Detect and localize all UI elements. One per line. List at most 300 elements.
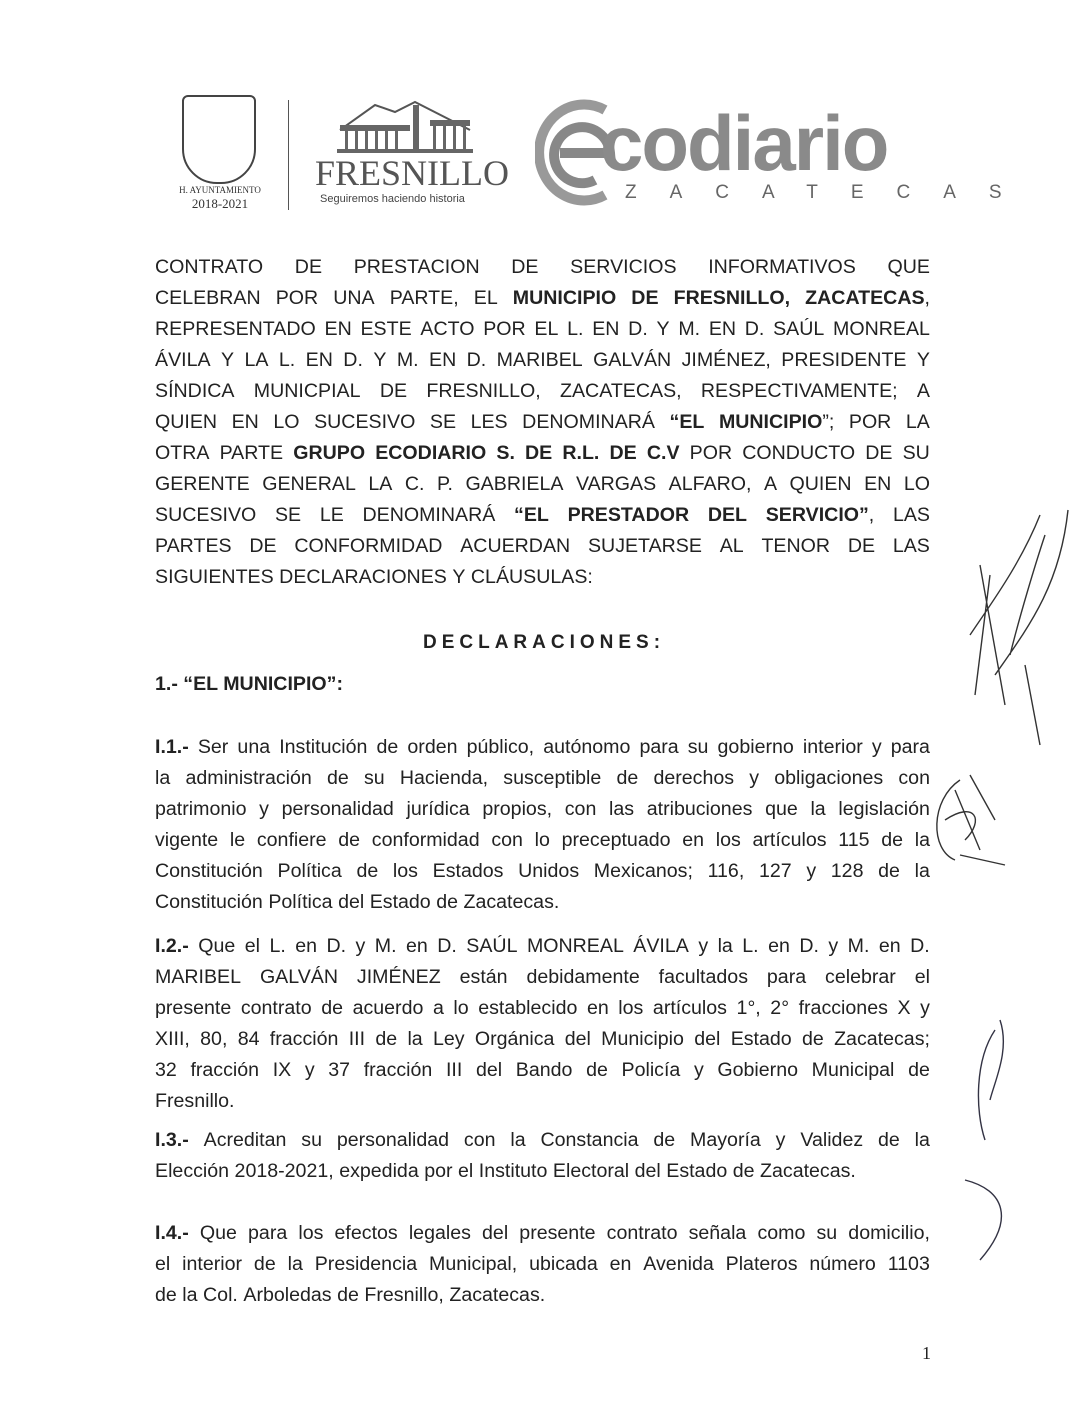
word-group [155, 376, 234, 407]
text-word: en [295, 935, 318, 957]
text-word: confiere [256, 829, 327, 851]
text-word: conformidad [371, 829, 480, 851]
text-word: lo [453, 997, 469, 1019]
word-group [360, 314, 411, 345]
text-word: ZACATECAS, [560, 380, 682, 402]
word-group [155, 825, 218, 856]
word-group [155, 993, 231, 1024]
word-group [731, 1024, 792, 1055]
word-group [607, 1218, 678, 1249]
text-word: en [586, 997, 609, 1019]
word-group [325, 314, 352, 345]
word-group [511, 252, 538, 283]
word-group [560, 376, 682, 407]
text-word: Municipal, [429, 1253, 518, 1275]
word-group [633, 931, 689, 962]
word-group [268, 887, 332, 918]
word-group [182, 1249, 242, 1280]
text-word: de [326, 767, 349, 789]
word-group [429, 1249, 517, 1280]
text-line [155, 407, 930, 438]
text-word: el [458, 1160, 474, 1182]
word-group [458, 1156, 473, 1187]
text-word: 37 [328, 1059, 351, 1081]
word-group [482, 794, 552, 825]
text-word: Estado [730, 1028, 792, 1050]
text-word: DE [865, 442, 893, 464]
word-group [513, 283, 616, 314]
word-group [155, 562, 274, 593]
text-word: facultados [658, 966, 748, 988]
text-word: QUE [887, 256, 930, 278]
word-group [694, 1024, 720, 1055]
text-word: fracción [190, 1059, 260, 1081]
municipal-seal-icon [182, 95, 256, 184]
word-group [799, 931, 819, 962]
text-word: CLÁUSULAS: [470, 566, 593, 588]
word-group [254, 1249, 276, 1280]
text-word: la [407, 1028, 423, 1050]
word-group [155, 314, 316, 345]
text-word: DENOMINARÁ [522, 411, 655, 433]
word-group [339, 1156, 419, 1187]
text-word: Validez [800, 1129, 864, 1151]
bold-text: I.2.- [155, 935, 189, 957]
text-word: señala [688, 1222, 747, 1244]
text-word: Zacatecas. [760, 1160, 856, 1182]
text-word: CELEBRAN [155, 287, 261, 309]
word-group [315, 1249, 417, 1280]
word-group [390, 283, 459, 314]
text-word: DECLARACIONES [279, 566, 447, 588]
fresnillo-skyline-icon [335, 100, 475, 155]
bold-text: “EL [669, 411, 705, 433]
word-group [516, 1055, 573, 1086]
text-word: M. [374, 935, 397, 957]
text-word: personalidad [336, 1129, 450, 1151]
word-group [343, 345, 363, 376]
word-group [433, 993, 444, 1024]
text-line [155, 1218, 930, 1249]
text-word: establecido [478, 997, 578, 1019]
text-word: POR [848, 411, 892, 433]
word-group [694, 1055, 704, 1086]
word-group [466, 931, 517, 962]
text-word: Plateros [725, 1253, 798, 1275]
word-group [430, 407, 456, 438]
text-word: EN [324, 318, 352, 340]
initials-mark-2-icon [955, 990, 1035, 1270]
word-group [622, 1055, 681, 1086]
text-word: del [338, 891, 365, 913]
text-word: y [828, 935, 839, 957]
text-word: Y [916, 349, 930, 371]
text-word: de [881, 829, 904, 851]
text-word: SAÚL [466, 935, 518, 957]
text-word: 1103 [887, 1253, 930, 1275]
text-word: INFORMATIVOS [708, 256, 856, 278]
word-group [491, 825, 523, 856]
bold-text: R.L. [562, 442, 600, 464]
text-word: de [732, 1160, 755, 1182]
word-group [893, 500, 930, 531]
word-group [776, 1125, 786, 1156]
text-word: el [244, 935, 260, 957]
text-word: artículos [652, 997, 727, 1019]
text-word: GALVÁN [259, 966, 338, 988]
word-group [279, 732, 367, 763]
text-word: ALFARO, [668, 473, 752, 495]
text-word: 2° [770, 997, 790, 1019]
word-group [155, 1125, 189, 1156]
word-group [719, 407, 834, 438]
text-word: de [376, 736, 399, 758]
word-group [527, 931, 624, 962]
text-word: Ser [197, 736, 229, 758]
text-word: Mayoría [690, 1129, 761, 1151]
text-word: de [436, 891, 458, 913]
text-line [155, 887, 930, 918]
text-word: GENERAL [262, 473, 356, 495]
word-group [362, 500, 495, 531]
text-word: Zacatecas. [463, 891, 560, 913]
word-group [833, 314, 930, 345]
word-group [745, 314, 765, 345]
word-group [718, 732, 794, 763]
word-group [689, 1218, 747, 1249]
bold-text: I.4.- [155, 1222, 189, 1244]
text-word: Ley [433, 1028, 465, 1050]
text-word: para [639, 736, 679, 758]
text-word: SUCESIVO [314, 411, 416, 433]
bold-text: C.V [646, 442, 680, 464]
text-word: LA [244, 349, 269, 371]
text-word: Que [198, 935, 236, 957]
text-word: LAS [892, 535, 930, 557]
word-group [897, 993, 910, 1024]
text-word: Hacienda, [399, 767, 489, 789]
text-word: D. [343, 349, 363, 371]
text-word: D. [628, 318, 648, 340]
text-word: , [924, 287, 930, 309]
text-word: atribuciones [646, 798, 753, 820]
word-group [155, 345, 211, 376]
word-group [429, 345, 456, 376]
text-word: , [868, 504, 875, 526]
text-word: Estados [432, 860, 504, 882]
word-group [407, 732, 457, 763]
word-group [338, 825, 360, 856]
word-group [294, 531, 442, 562]
bold-text: ECODIARIO [375, 442, 487, 464]
word-group [483, 314, 525, 345]
text-word: la [287, 1253, 303, 1275]
word-group [467, 345, 487, 376]
word-group [354, 252, 480, 283]
text-word: Municipal [811, 1059, 895, 1081]
word-group [803, 732, 863, 763]
text-word: debidamente [526, 966, 640, 988]
word-group [273, 407, 299, 438]
text-word: patrimonio [155, 798, 247, 820]
text-word: Política [277, 860, 342, 882]
letterhead-logos [170, 90, 1035, 215]
word-group [273, 1055, 292, 1086]
text-word: Elección [155, 1160, 230, 1182]
text-word: en [406, 935, 428, 957]
text-word: VARGAS [575, 473, 657, 495]
text-word: para [248, 1222, 288, 1244]
text-word: la [914, 829, 930, 851]
text-word: contrato [606, 1222, 678, 1244]
text-word: EN [305, 349, 333, 371]
word-group [474, 283, 498, 314]
word-group [522, 407, 655, 438]
text-word: los [298, 1222, 324, 1244]
text-word: M. [678, 318, 701, 340]
word-group [749, 763, 759, 794]
text-word: ACTO [420, 318, 475, 340]
word-group [232, 407, 259, 438]
text-word: DENOMINARÁ [362, 504, 496, 526]
word-group [773, 314, 824, 345]
text-word: C. [404, 473, 425, 495]
word-group [368, 469, 392, 500]
text-word: domicilio, [848, 1222, 930, 1244]
text-word: su [301, 1129, 322, 1151]
text-word: 32 [155, 1059, 177, 1081]
text-word: los [715, 829, 741, 851]
text-word: D. [437, 935, 457, 957]
word-group [708, 252, 856, 283]
word-group [298, 1218, 323, 1249]
word-group [155, 1280, 177, 1311]
text-word: del [634, 1160, 661, 1182]
word-group [761, 531, 830, 562]
word-group [757, 1218, 805, 1249]
text-word: Política [268, 891, 333, 913]
text-word: legislación [838, 798, 930, 820]
text-word: acuerdo [352, 997, 424, 1019]
word-group [155, 1055, 177, 1086]
text-word: EN [429, 349, 457, 371]
word-group [565, 794, 597, 825]
word-group [327, 763, 349, 794]
word-group [669, 469, 752, 500]
word-group [373, 345, 386, 376]
word-group [203, 1280, 238, 1311]
text-word: la [155, 767, 171, 789]
text-word: la [914, 860, 930, 882]
word-group [467, 732, 535, 763]
word-group [356, 856, 378, 887]
text-word: administración [185, 767, 312, 789]
word-group [616, 763, 638, 794]
bold-text: S. [496, 442, 515, 464]
text-word: LAS [892, 504, 930, 526]
word-group [182, 1280, 197, 1311]
word-group [269, 931, 285, 962]
word-group [903, 438, 930, 469]
word-group [279, 562, 447, 593]
word-group [353, 993, 424, 1024]
word-group [452, 562, 465, 593]
text-word: del [564, 1028, 591, 1050]
text-word: SUJETARSE [587, 535, 702, 557]
text-word: Bando [515, 1059, 573, 1081]
text-word: con [564, 798, 597, 820]
text-line [155, 314, 930, 345]
text-word: III [348, 1028, 366, 1050]
text-word: de [586, 1059, 608, 1081]
text-word: Estado [666, 1160, 728, 1182]
text-word: LO [273, 411, 300, 433]
word-group [647, 794, 753, 825]
text-word: una [237, 736, 271, 758]
bold-text: ZACATECAS [805, 287, 925, 309]
bold-text: MUNICIPIO [512, 287, 617, 309]
bold-text: SERVICIO” [765, 504, 869, 526]
text-word: LES [470, 411, 508, 433]
text-line [155, 1024, 930, 1055]
text-word: EN [592, 318, 620, 340]
text-word: PARTE [219, 442, 284, 464]
text-word: OTRA [155, 442, 210, 464]
word-group [254, 376, 361, 407]
word-group [888, 1249, 930, 1280]
word-group [497, 345, 583, 376]
word-group [471, 562, 593, 593]
text-word: fracción [363, 1059, 433, 1081]
word-group [915, 1125, 930, 1156]
text-word: DE [379, 380, 408, 402]
bold-text: PRESTADOR [567, 504, 690, 526]
text-word: del [482, 1222, 509, 1244]
text-word: LE [319, 504, 344, 526]
text-word: orden [407, 736, 458, 758]
fresnillo-logo-text: FRESNILLO [315, 153, 510, 193]
text-line [155, 825, 930, 856]
text-line [155, 794, 930, 825]
text-word: LO [903, 473, 930, 495]
word-group [464, 1125, 496, 1156]
word-group [753, 825, 827, 856]
text-word: la [717, 935, 733, 957]
word-group [433, 856, 504, 887]
text-word: 128 [830, 860, 864, 882]
text-word: en [768, 935, 790, 957]
word-group [407, 794, 470, 825]
text-word: DE [511, 256, 539, 278]
text-word: y [259, 798, 269, 820]
text-word: expedida [339, 1160, 419, 1182]
word-group [562, 825, 671, 856]
text-word: están [459, 966, 508, 988]
word-group [328, 1055, 350, 1086]
bold-text: I.1.- [155, 736, 189, 758]
fresnillo-slogan: Seguiremos haciendo historia [320, 193, 465, 205]
word-group [314, 407, 415, 438]
text-word: D. [326, 935, 347, 957]
text-word: de [878, 1129, 900, 1151]
word-group [333, 283, 374, 314]
word-group [221, 345, 234, 376]
word-group [437, 931, 457, 962]
text-word: Y [452, 566, 466, 588]
word-group [357, 962, 441, 993]
word-group [155, 283, 261, 314]
word-group [708, 856, 745, 887]
word-group [764, 469, 777, 500]
text-word: III [445, 1059, 463, 1081]
word-group [888, 252, 930, 283]
word-group [478, 993, 577, 1024]
text-word: PARTES [155, 535, 232, 557]
word-group [891, 732, 930, 763]
word-group [248, 1218, 287, 1249]
word-group [375, 1024, 397, 1055]
text-word: JIMÉNEZ [356, 966, 441, 988]
word-group [674, 283, 790, 314]
word-group [810, 794, 825, 825]
text-word: de [321, 997, 343, 1019]
word-group [659, 962, 748, 993]
text-word: fracciones [798, 997, 888, 1019]
word-group [618, 993, 643, 1024]
text-word: 2018-2021, [234, 1160, 334, 1182]
text-word: Mexicanos; [593, 860, 693, 882]
word-group [155, 1024, 190, 1055]
text-word: de [616, 767, 639, 789]
text-line [155, 763, 930, 794]
word-group [337, 1280, 359, 1311]
word-group [915, 962, 930, 993]
word-group [610, 1249, 632, 1280]
text-word: FRESNILLO, [426, 380, 541, 402]
text-word: EL [473, 287, 498, 309]
word-group [879, 931, 901, 962]
word-group [805, 283, 930, 314]
text-word: las [609, 798, 635, 820]
text-line [155, 856, 930, 887]
text-word: Arboledas [243, 1284, 332, 1306]
word-group [816, 1218, 837, 1249]
text-word: 1°, [736, 997, 761, 1019]
word-group [155, 469, 250, 500]
word-group [155, 531, 232, 562]
word-group [295, 931, 317, 962]
text-word: SIGUIENTES [155, 566, 274, 588]
word-group [906, 407, 930, 438]
text-word: y [920, 997, 930, 1019]
word-group [653, 1125, 675, 1156]
text-word: EN [708, 318, 737, 340]
word-group [320, 500, 344, 531]
text-word: MONREAL [833, 318, 930, 340]
text-word: 127 [758, 860, 792, 882]
text-line [155, 345, 930, 376]
word-group [244, 345, 268, 376]
text-word: Zacatecas; [834, 1028, 930, 1050]
text-word: Constitución [155, 891, 263, 913]
text-word: interior [802, 736, 863, 758]
text-word: obligaciones [774, 767, 884, 789]
text-word: DE [249, 535, 277, 557]
word-group [666, 1156, 727, 1187]
word-group [377, 732, 399, 763]
word-group [525, 438, 552, 469]
text-word: SUCESIVO [155, 504, 257, 526]
